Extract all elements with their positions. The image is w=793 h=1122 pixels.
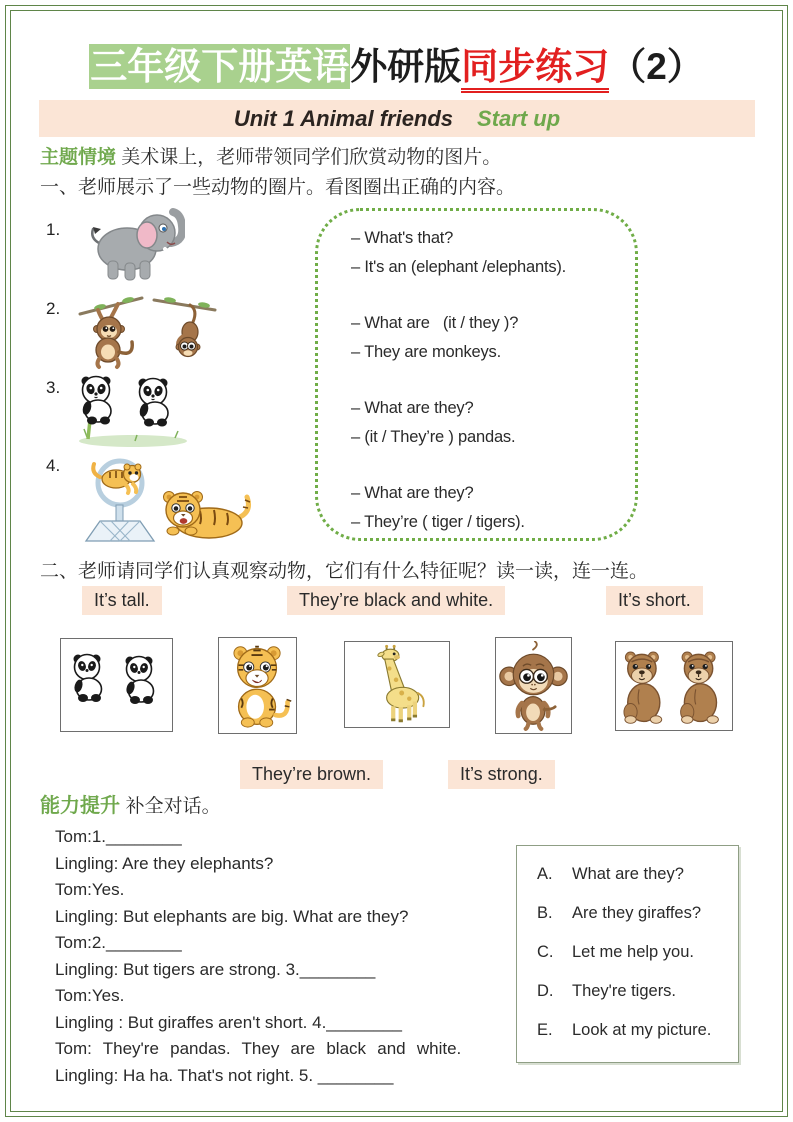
- dialogue-line: – (it / They’re ) pandas.: [351, 428, 516, 446]
- unit-title: Unit 1 Animal friends: [233, 105, 454, 131]
- section-three-heading: [40, 789, 221, 818]
- animal-card-tiger: [218, 637, 297, 734]
- elephant-image: [85, 205, 185, 283]
- feature-label-strong: It’s strong.: [448, 760, 555, 789]
- option-d: [537, 982, 738, 1001]
- option-key: B.: [537, 904, 553, 922]
- dialogue-line: Tom:1.________: [55, 827, 182, 846]
- animal-card-bears: [615, 641, 733, 731]
- option-text: What are they?: [572, 865, 684, 883]
- dialogue-line: Tom: They're pandas. They are black and white.: [55, 1039, 462, 1058]
- unit-banner: [39, 100, 755, 137]
- dialogue-line: – What are (it / they )?: [351, 314, 519, 332]
- dialogue-line: Tom:2.________: [55, 933, 182, 952]
- title-publisher: 外研版: [350, 46, 462, 87]
- tigers-image: [70, 455, 255, 545]
- pandas-image: [75, 375, 193, 449]
- dialogue-line: Lingling: But tigers are strong. 3.________: [55, 959, 376, 979]
- ability-instruction: 补全对话。: [125, 796, 221, 817]
- dialogue-line: – They’re ( tiger / tigers).: [351, 513, 525, 531]
- dialogue-group-3: [351, 394, 627, 452]
- option-text: Let me help you.: [572, 943, 694, 961]
- page-title: [0, 40, 793, 94]
- option-text: Are they giraffes?: [572, 904, 702, 922]
- monkeys-image: [78, 292, 217, 372]
- dialogue-group-4: [351, 479, 627, 537]
- section-one-heading: 一、老师展示了一些动物的圈片。看图圈出正确的内容。: [40, 177, 516, 198]
- title-exercise-type: 同步练习: [461, 46, 609, 93]
- feature-label-tall: It’s tall.: [82, 586, 162, 615]
- option-e: [537, 1021, 738, 1040]
- theme-text: 美术课上，老师带领同学们欣赏动物的图片。: [121, 147, 502, 168]
- dialogue-line: – They are monkeys.: [351, 343, 501, 361]
- option-text: Look at my picture.: [572, 1021, 712, 1039]
- answer-options-box: [516, 845, 739, 1063]
- animal-card-pandas: [60, 638, 173, 732]
- item-number-4: 4.: [46, 456, 61, 475]
- feature-label-short: It’s short.: [606, 586, 703, 615]
- animal-card-giraffe: [344, 641, 450, 728]
- dialogue-line: Lingling: But elephants are big. What are they?: [55, 906, 409, 926]
- dialogue-line: – What are they?: [351, 399, 474, 417]
- dialogue-box: [315, 208, 638, 541]
- section-two-heading: 二、老师请同学们认真观察动物，它们有什么特征呢？读一读，连一连。: [40, 561, 649, 582]
- dialogue-line: – It's an (elephant /elephants).: [351, 258, 567, 276]
- startup-tag: Start up: [477, 105, 561, 131]
- option-key: C.: [537, 943, 554, 961]
- feature-label-brown: They’re brown.: [240, 760, 383, 789]
- option-text: They're tigers.: [572, 982, 677, 1000]
- theme-intro: [40, 142, 501, 169]
- item-number-3: 3.: [46, 378, 61, 397]
- option-b: [537, 904, 738, 923]
- title-number: （2）: [609, 46, 704, 87]
- dialogue-group-2: [351, 309, 627, 367]
- dialogue-line: – What's that?: [351, 229, 454, 247]
- option-key: E.: [537, 1021, 553, 1039]
- option-c: [537, 943, 738, 962]
- dialogue-line: Tom:Yes.: [55, 986, 125, 1005]
- title-grade: 三年级下册英语: [90, 46, 350, 87]
- completion-dialogue: [55, 824, 513, 1089]
- dialogue-line: Lingling: Ha ha. That's not right. 5. ________: [55, 1065, 394, 1085]
- dialogue-line: Lingling: Are they elephants?: [55, 853, 274, 873]
- option-key: D.: [537, 982, 554, 1000]
- theme-label: 主题情境: [40, 147, 117, 168]
- dialogue-line: Tom:Yes.: [55, 880, 125, 899]
- feature-label-black-white: They’re black and white.: [287, 586, 505, 615]
- item-number-2: 2.: [46, 299, 61, 318]
- dialogue-line: – What are they?: [351, 484, 474, 502]
- dialogue-line: Lingling : But giraffes aren't short. 4.________: [55, 1012, 402, 1032]
- option-key: A.: [537, 865, 553, 883]
- item-number-1: 1.: [46, 220, 61, 239]
- dialogue-group-1: [351, 224, 627, 282]
- option-a: [537, 865, 738, 884]
- ability-label: 能力提升: [40, 795, 120, 817]
- animal-card-monkey: [495, 637, 572, 734]
